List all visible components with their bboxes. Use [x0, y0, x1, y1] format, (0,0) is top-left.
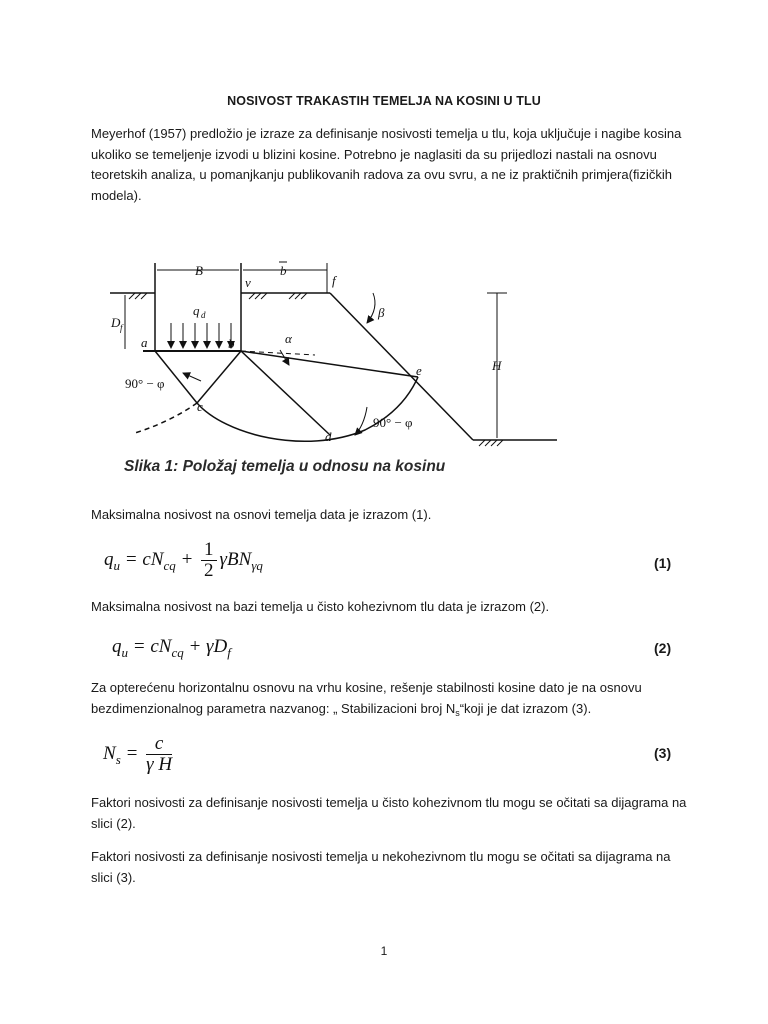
paragraph-eq1-intro: Maksimalna nosivost na osnovi temelja data je izrazom (1).	[91, 507, 432, 522]
label-c: c	[197, 399, 203, 414]
paragraph-eq2-intro: Maksimalna nosivost na bazi temelja u čisto kohezivnom tlu data je izrazom (2).	[91, 599, 550, 614]
equation-1: $q_u = cN_{cq}$ + $\frac{1}{2}$ γBN$_{\gamma q}$	[104, 539, 263, 581]
intro-paragraph: Meyerhof (1957) predložio je izraze za definisanje nosivosti temelja u tlu, koja uključuje i nagibe kosina ukoliko se temeljenje izvodi u blizini kosine. Potrebno je naglasiti da su prijedlozi nastali na osnovu teoretskih analiza, u pomanjkanju publikovanih radova za ovu svru, a ne iz praktičnih primjera(fizičkih modela).	[91, 126, 682, 203]
label-angle-left: 90° − φ	[125, 376, 165, 391]
label-qd-sub: d	[201, 310, 206, 320]
equation-1-number: (1)	[654, 555, 672, 571]
label-qd: q	[193, 303, 200, 318]
label-d: d	[325, 429, 332, 444]
equation-3: $N_s$ = $\frac{c}{\text{γ H}}$	[103, 733, 173, 775]
label-B: B	[195, 263, 203, 278]
equation-3-number: (3)	[654, 745, 672, 761]
label-angle-right: 90° − φ	[373, 415, 413, 430]
label-v: v	[245, 275, 251, 290]
label-f: f	[332, 273, 336, 288]
label-Df-sub: f	[120, 323, 123, 333]
paragraph-noncohesive-factors: Faktori nosivosti za definisanje nosivosti temelja u nekohezivnom tlu mogu se očitati sa dijagrama na slici (3).	[91, 849, 671, 885]
label-b-point: b	[228, 336, 235, 351]
paragraph-eq3-intro: Za opterećenu horizontalnu osnovu na vrhu kosine, rešenje stabilnosti kosine dato je na osnovu bezdimenzionalnog parametra nazvanog: „ Stabilizacioni broj $N_s“koji$ je dat izrazom (3).	[91, 680, 642, 718]
label-alpha: α	[285, 331, 292, 346]
slope-foundation-figure	[105, 255, 565, 455]
label-H: H	[492, 358, 502, 373]
figure-caption: Slika 1: Položaj temelja u odnosu na kosinu	[124, 458, 446, 475]
label-a: a	[141, 335, 148, 350]
page-title: NOSIVOST TRAKASTIH TEMELJA NA KOSINI U TLU	[227, 94, 541, 108]
page-number: 1	[380, 944, 388, 958]
label-b-bar: b	[280, 263, 287, 278]
equation-2-number: (2)	[654, 640, 672, 656]
equation-2: $q_u = cN_{cq} + \gamma D_f$	[112, 636, 231, 660]
paragraph-cohesive-factors: Faktori nosivosti za definisanje nosivosti temelja u čisto kohezivnom tlu mogu se očitati sa dijagrama na slici (2).	[91, 795, 687, 831]
label-beta: β	[378, 305, 385, 320]
label-e: e	[416, 363, 422, 378]
label-Df: D	[111, 315, 121, 330]
